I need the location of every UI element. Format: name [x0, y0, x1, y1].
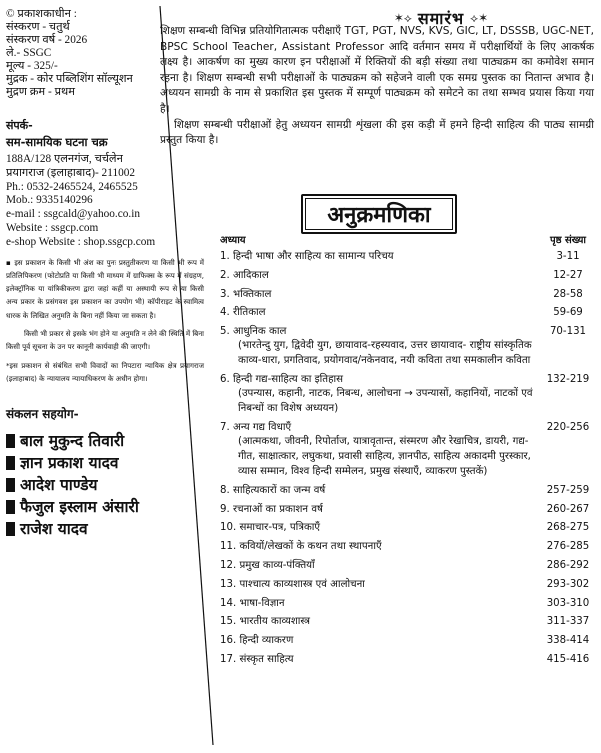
list-item: बाल मुकुन्द तिवारी — [6, 430, 204, 452]
ornament-left-icon: ✶⟡ — [393, 10, 412, 25]
list-item: आदेश पाण्डेय — [6, 474, 204, 496]
printer-line: मुद्रक - कोर पब्लिशिंग सॉल्यूशन — [6, 73, 133, 85]
intro-text — [160, 24, 594, 149]
toc-subtopics: (आत्मकथा, जीवनी, रिपोर्ताज, यात्रावृतान्त, संस्मरण और रेखाचित्र, डायरी, गद्य-गीत, साक्षात्कार, लघुकथा, प्रवासी साहित्य, ज्ञानपीठ, साहित्य अकादमी पुरस्कार, व्यास सम्मान, विश्व हिन्दी सम्मेलन, प्रमुख संस्थाएँ, व्याकरण पुस्तकें) — [238, 436, 531, 477]
intro-para-1: शिक्षण सम्बन्धी विभिन्न प्रतियोगितात्मक परीक्षाएँ TGT, PGT, NVS, KVS, GIC, LT, DSSSB, UGC-NET, BPSC School Teacher, Assistant Professor आदि वर्तमान समय में परीक्षार्थियों के लिए आकर्षक लक्ष्य है। आकर्षण का मुख्य कारण इन परीक्षाओं में रिक्तियों की बड़ी संख्या तथा पाठ्यक्रम का कमोवेश समान रहना है। शिक्षण सम्बन्धी सभी परीक्षाओं के पाठ्यक्रम को सहेजने वाली एक समग्र पुस्तक का नितान्त अभाव है। अध्ययन सामग्री के नाम से प्रकाशित इस पुस्तक में सम्पूर्ण पाठ्यक्रम को समेटने का तथा सम्भव प्रयास किया गया है। — [160, 25, 594, 115]
toc-row[interactable]: 10. समाचार-पत्र, पत्रिकाएँ 268-275 — [220, 522, 590, 534]
toc-header-row — [220, 232, 596, 246]
print-order-line: मुद्रण क्रम - प्रथम — [6, 86, 75, 98]
toc-row[interactable]: 16. हिन्दी व्याकरण 338-414 — [220, 635, 590, 647]
compilers-list — [6, 430, 204, 540]
notice-para-2: किसी भी प्रकार से इसके भंग होने या अनुमति न लेने की स्थिति में बिना किसी पूर्व सूचना के उन पर कानूनी कार्यवाही की जाएगी। — [6, 329, 204, 352]
list-item: ज्ञान प्रकाश यादव — [6, 452, 204, 474]
bullet-square-icon — [6, 500, 15, 514]
toc-subtopics: (भारतेन्दु युग, द्विवेदी युग, छायावाद-रहस्यवाद, उत्तर छायावाद- राष्ट्रीय सांस्कृतिक काव्य-धारा, प्रगतिवाद, प्रयोगवाद/नकेनवाद, नयी कविता तथा समकालीन कविता — [238, 340, 532, 366]
eshop-line: e-shop Website : shop.ssgcp.com — [6, 235, 156, 248]
toc-row[interactable]: 12. प्रमुख काव्य-पंक्तियाँ 286-292 — [220, 559, 590, 571]
toc-row[interactable]: 14. भाषा-विज्ञान 303-310 — [220, 597, 590, 609]
toc-title: अनुक्रमणिका — [327, 203, 431, 228]
toc-row[interactable]: 13. पाश्चात्य काव्यशास्त्र एवं आलोचना 293-302 — [220, 578, 590, 590]
section-title: समारंभ — [417, 9, 465, 28]
contact-heading: संपर्क- — [6, 119, 33, 132]
toc-row[interactable]: 9. रचनाओं का प्रकाशन वर्ष 260-267 — [220, 503, 590, 515]
intro-para-2: शिक्षण सम्बन्धी परीक्षाओं हेतु अध्ययन सामग्री शृंखला की इस कड़ी में हमने हिन्दी साहित्य की पाठ्य सामग्री प्रस्तुत किया है। — [160, 118, 594, 147]
table-of-contents — [220, 232, 596, 667]
publisher-name: सम-सामयिक घटना चक्र — [6, 135, 108, 149]
toc-row[interactable]: 6. हिन्दी गद्य-साहित्य का इतिहास 132-219 — [220, 374, 590, 386]
toc-subtopics: (उपन्यास, कहानी, नाटक, निबन्ध, आलोचना → उपन्यासों, कहानियों, नाटकों एवं निबन्धों का विशेष अध्ययन) — [238, 388, 533, 414]
city-line: प्रयागराज (इलाहाबाद)- 211002 — [6, 166, 136, 179]
mobile-line: Mob.: 9335140296 — [6, 194, 93, 207]
toc-row[interactable]: 7. अन्य गद्य विधाएँ 220-256 — [220, 422, 590, 434]
edition-year-line: संस्करण वर्ष - 2026 — [6, 34, 88, 46]
toc-row[interactable]: 17. संस्कृत साहित्य 415-416 — [220, 653, 590, 665]
list-item: राजेश यादव — [6, 518, 204, 540]
toc-row[interactable]: 4. रीतिकाल 59-69 — [220, 307, 583, 319]
toc-row[interactable]: 11. कवियों/लेखकों के कथन तथा स्थापनाएँ 276-285 — [220, 541, 590, 553]
edition-line: संस्करण - चतुर्थ — [6, 21, 70, 33]
toc-row[interactable]: 5. आधुनिक काल 70-131 — [220, 326, 587, 338]
toc-row[interactable]: 3. भक्तिकाल 28-58 — [220, 288, 583, 300]
email-line: e-mail : ssgcald@yahoo.co.in — [6, 208, 141, 221]
bullet-square-icon — [6, 434, 15, 448]
price-line: मूल्य - 325/- — [6, 60, 58, 72]
author-line: ले.- SSGC — [6, 47, 52, 59]
chapter-column-header: अध्याय — [220, 235, 246, 246]
bullet-square-icon — [6, 456, 15, 470]
bullet-square-icon — [6, 478, 15, 492]
copyright-line: © प्रकाशकाधीन : — [6, 8, 77, 20]
notice-para-3: *इस प्रकाशन से संबंधित सभी विवादों का निपटारा न्यायिक क्षेत्र प्रयागराज (इलाहाबाद) के न्यायालय न्यायाधिकरण के अधीन होगा। — [6, 360, 204, 383]
website-line: Website : ssgcp.com — [6, 221, 99, 234]
list-item: फैजुल इस्लाम अंसारी — [6, 496, 204, 518]
notice-para-1: ▪ इस प्रकाशन के किसी भी अंश का पुनः प्रस्तुतीकरण या किसी भी रूप में प्रतिलिपिकरण (फोटोप्रति या किसी भी माध्यम में ग्राफिक्स के रूप में संग्रहण, इलेक्ट्रॉनिक या यांत्रिकीकरण द्वारा जहां कहीं या अस्थायी रूप से या किसी अन्य प्रकार के प्रसंगवश इस प्रकाशन का उपयोग भी) कॉपीराइट के स्वामित्व धारक के लिखित अनुमति के बिना नहीं किया जा सकता है। — [6, 257, 204, 320]
bullet-square-icon — [6, 522, 15, 536]
address-line: 188A/128 एलनगंज, चर्चलेन — [6, 153, 123, 165]
ornament-right-icon: ⟡✶ — [470, 10, 489, 25]
phone-line: Ph.: 0532-2465524, 2465525 — [6, 180, 138, 193]
compilers-heading: संकलन सहयोग- — [6, 407, 79, 422]
toc-row[interactable]: 2. आदिकाल 12-27 — [220, 269, 583, 281]
contact-details — [6, 153, 204, 250]
toc-row[interactable]: 15. भारतीय काव्यशास्त्र 311-337 — [220, 616, 590, 628]
toc-row[interactable]: 1. हिन्दी भाषा और साहित्य का सामान्य परिचय 3-11 — [220, 251, 580, 262]
copyright-notice — [6, 256, 204, 386]
toc-title-frame — [301, 194, 457, 234]
toc-row[interactable]: 8. साहित्यकारों का जन्म वर्ष 257-259 — [220, 484, 590, 496]
page-column-header: पृष्ठ संख्या — [549, 235, 587, 246]
